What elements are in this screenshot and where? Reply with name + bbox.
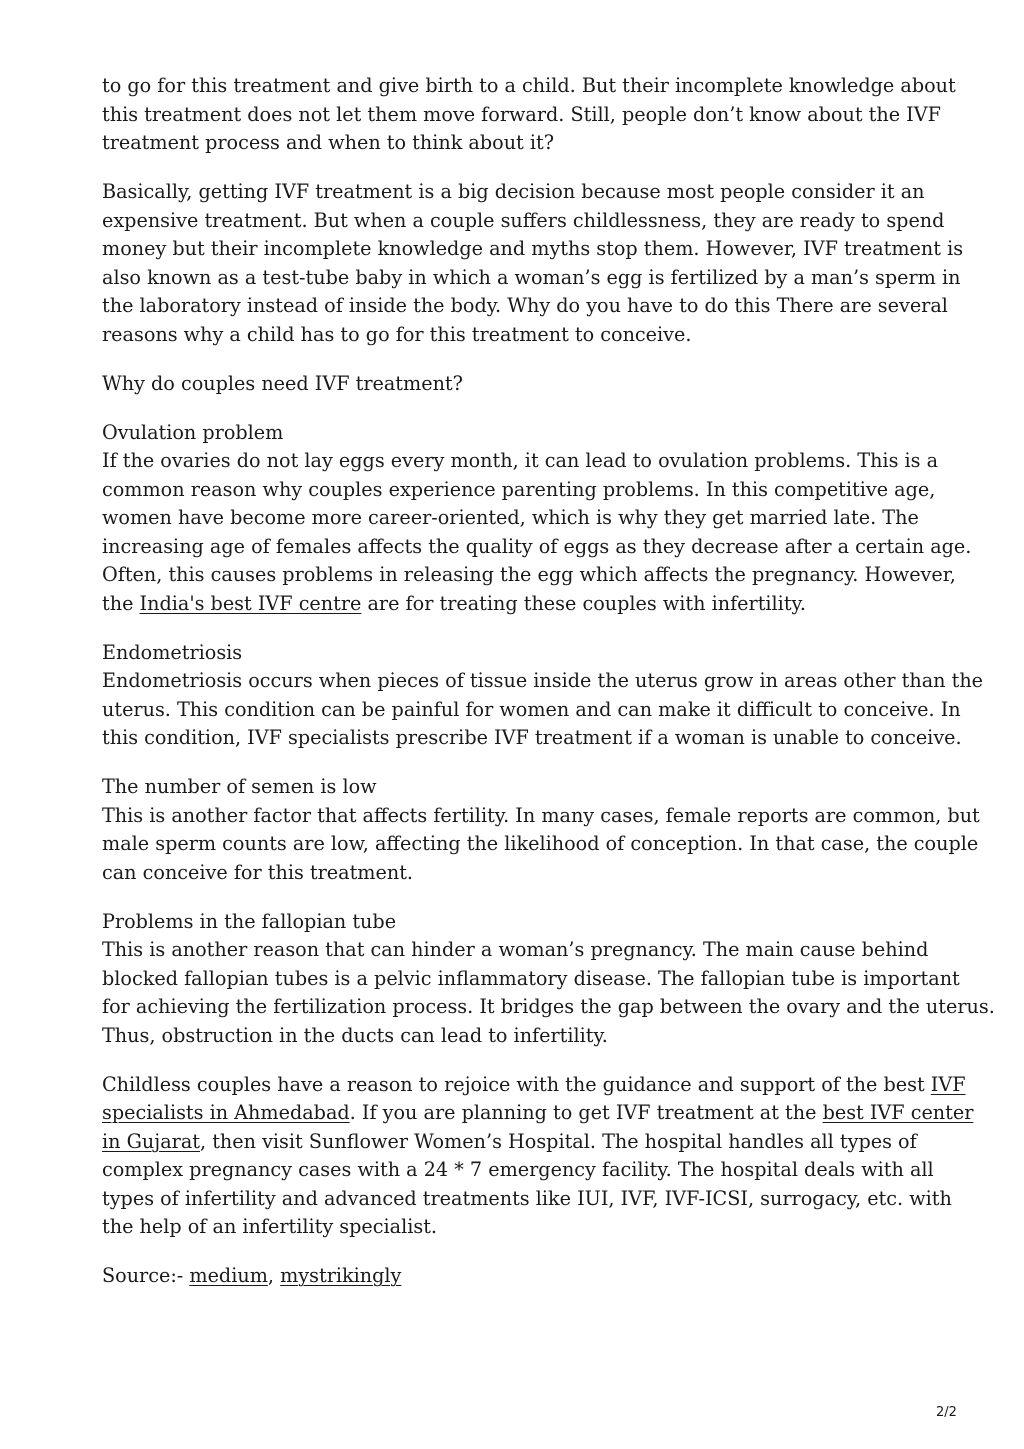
ovulation-section	[102, 419, 972, 619]
text-line: uterus. This condition can be painful for women and can make it difficult to conceive. In	[102, 697, 961, 721]
text-line: complex pregnancy cases with a 24 * 7 emergency facility. The hospital deals with all	[102, 1158, 934, 1181]
section-heading: Problems in the fallopian tube	[102, 909, 397, 933]
text-line: for achieving the fertilization process. It bridges the gap between the ovary and the uterus.	[102, 995, 995, 1018]
source-label: Source:-	[102, 1264, 190, 1287]
text-line: to go for this treatment and give birth to a child. But their incomplete knowledge about	[102, 74, 956, 97]
text-line	[102, 1262, 924, 1291]
fallopian-section	[102, 908, 995, 1051]
text-line: types of infertility and advanced treatments like IUI, IVF, IVF-ICSI, surrogacy, etc. with	[102, 1186, 952, 1210]
text-line: This is another reason that can hinder a woman’s pregnancy. The main cause behind	[102, 938, 929, 961]
text-line: Often, this causes problems in releasing the egg which affects the pregnancy. However,	[102, 563, 956, 586]
text-line: Thus, obstruction in the ducts can lead to infertility.	[102, 1023, 608, 1047]
text-line: Endometriosis occurs when pieces of tissue inside the uterus grow in areas other than the	[102, 669, 984, 692]
text-fragment: the	[102, 591, 140, 615]
text-fragment: . If you are planning to get IVF treatment at the	[349, 1101, 823, 1124]
text-line: treatment process and when to think about it?	[102, 131, 555, 154]
text-line	[102, 1071, 966, 1100]
text-fragment: , then visit Sunflower Women’s Hospital. The hospital handles all types of	[200, 1129, 917, 1153]
text-line: the laboratory instead of inside the body. Why do you have to do this There are several	[102, 294, 948, 317]
text-line: increasing age of females affects the quality of eggs as they decrease after a certain age.	[102, 534, 972, 558]
text-line: the help of an infertility specialist.	[102, 1215, 438, 1238]
closing-paragraph	[102, 1071, 974, 1242]
text-line	[102, 1099, 974, 1128]
mystrikingly-source-link[interactable]: mystrikingly	[280, 1264, 402, 1287]
text-line: this condition, IVF specialists prescribe IVF treatment if a woman is unable to conceive.	[102, 726, 962, 749]
text-line	[102, 590, 924, 619]
text-line: women have become more career-oriented, which is why they get married late. The	[102, 506, 919, 529]
text-fragment: Childless couples have a reason to rejoice with the guidance and support of the best	[102, 1072, 931, 1096]
ivf-specialists-ahmedabad-link[interactable]: IVF	[930, 1072, 966, 1096]
intro-paragraph	[102, 72, 956, 158]
text-line	[102, 1128, 924, 1157]
text-line: reasons why a child has to go for this treatment to conceive.	[102, 322, 692, 346]
text-line: can conceive for this treatment.	[102, 860, 414, 884]
section-heading: Endometriosis	[102, 640, 243, 664]
best-ivf-center-gujarat-link[interactable]: in Gujarat	[102, 1129, 200, 1153]
semen-section	[102, 773, 980, 887]
ivf-specialists-ahmedabad-link[interactable]: specialists in Ahmedabad	[102, 1101, 350, 1124]
best-ivf-center-gujarat-link[interactable]: best IVF center	[822, 1101, 974, 1124]
text-line: If the ovaries do not lay eggs every month, it can lead to ovulation problems. This is a	[102, 449, 939, 472]
text-fragment: are for treating these couples with infertility.	[361, 591, 806, 615]
document-body	[102, 72, 995, 1311]
text-line: expensive treatment. But when a couple suffers childlessness, they are ready to spend	[102, 208, 945, 232]
section-heading: Ovulation problem	[102, 420, 284, 444]
ivf-decision-paragraph	[102, 178, 964, 349]
source-line	[102, 1262, 924, 1291]
text-line: Why do couples need IVF treatment?	[102, 371, 463, 395]
medium-source-link[interactable]: medium	[189, 1264, 268, 1287]
section-heading: The number of semen is low	[102, 775, 377, 798]
text-line: blocked fallopian tubes is a pelvic inflammatory disease. The fallopian tube is important	[102, 966, 960, 990]
page-number: 2/2	[936, 1405, 957, 1420]
endometriosis-section	[102, 639, 984, 753]
question-heading	[102, 370, 924, 399]
india-best-ivf-centre-link[interactable]: India's best IVF centre	[139, 591, 362, 615]
text-line: male sperm counts are low, affecting the likelihood of conception. In that case, the couple	[102, 832, 979, 855]
text-line: common reason why couples experience parenting problems. In this competitive age,	[102, 477, 936, 501]
text-line: this treatment does not let them move forward. Still, people don’t know about the IVF	[102, 102, 941, 126]
text-line: also known as a test-tube baby in which a woman’s egg is fertilized by a man’s sperm in	[102, 265, 961, 289]
separator: ,	[267, 1264, 281, 1287]
text-line: money but their incomplete knowledge and myths stop them. However, IVF treatment is	[102, 237, 964, 260]
text-line: This is another factor that affects fertility. In many cases, female reports are common, but	[102, 803, 980, 827]
text-line: Basically, getting IVF treatment is a big decision because most people consider it an	[102, 180, 925, 203]
